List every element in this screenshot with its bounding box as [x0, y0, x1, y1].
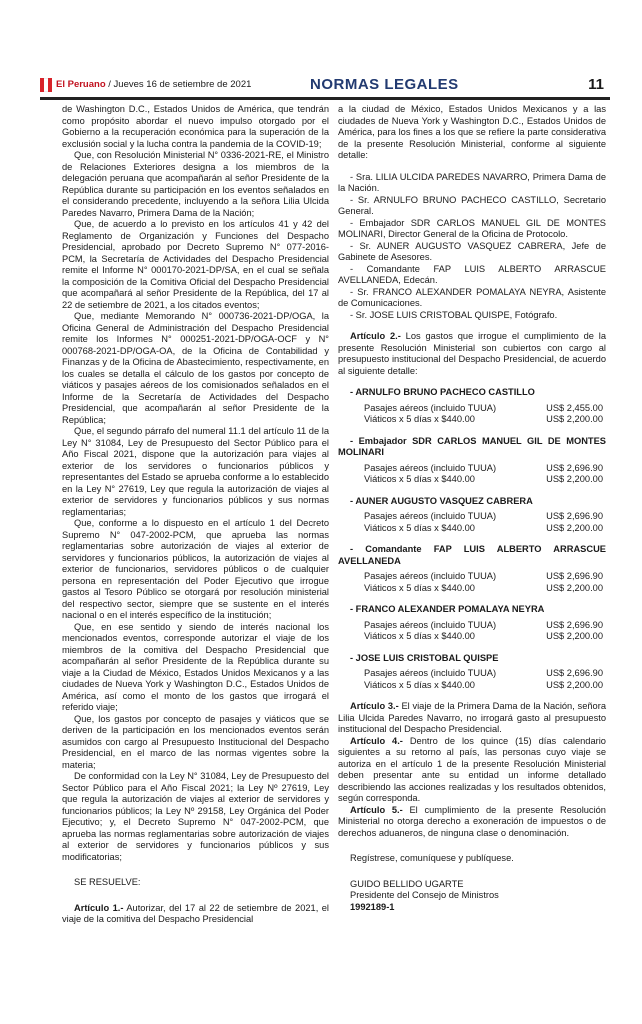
cost-label: Pasajes aéreos (incluido TUUA)	[364, 462, 497, 473]
cost-person-name: - JOSE LUIS CRISTOBAL QUISPE	[350, 652, 499, 663]
article-label: Artículo 3.-	[350, 701, 399, 711]
cost-label: Viáticos x 5 días x $440.00	[364, 679, 475, 690]
cost-table	[364, 620, 603, 643]
article-text: Autorizar, del 17 al 22 de setiembre de 2021, el viaje de la comitiva del Despacho Presidencial	[62, 902, 329, 924]
member-item: - Sr. FRANCO ALEXANDER POMALAYA NEYRA, Asistente de Comunicaciones.	[338, 286, 606, 308]
member-item: - Sra. LILIA ULCIDA PAREDES NAVARRO, Primera Dama de la Nación.	[338, 171, 606, 193]
article-label: Artículo 4.-	[350, 735, 403, 746]
article-1	[62, 903, 329, 926]
cost-person-name: - Comandante FAP LUIS ALBERTO ARRASCUE AVELLANEDA	[338, 544, 606, 566]
cost-amount: US$ 2,200.00	[546, 679, 603, 690]
paragraph: Que, en ese sentido y siendo de interés nacional los mencionados eventos, corresponde autorizar el viaje de los miembros de la comitiva del Despacho Presidencial que acompañarán al señor Presidente de la República durante su viaje a la Ciudad de México, Estados Unidos Mexicanos y a las ciudades de Nueva York y Washington D.C., Estados Unidos de América, así como el monto de los gastos que irrogará el referido viaje;	[62, 621, 329, 712]
article-4	[338, 736, 606, 805]
right-column	[338, 104, 606, 913]
cost-amount: US$ 2,696.90	[546, 571, 603, 581]
paragraph: Que, de acuerdo a lo previsto en los artículos 41 y 42 del Reglamento de Organización y Funciones del Despacho Presidencial, aprobado por Decreto Supremo N° 077-2016-PCM, la Secretaría de Actividades del Despacho Presidencial remite el Informe N° 000170-2021-DP/SA, en el cual se señala la composición de la Comitiva Oficial del Despacho Presidencial que acompañará al señor Presidente de la República, del 17 al 22 de setiembre de 2021, a los citados eventos;	[62, 219, 329, 310]
member-item: - Sr. ARNULFO BRUNO PACHECO CASTILLO, Secretario General.	[338, 194, 606, 216]
cost-label: Pasajes aéreos (incluido TUUA)	[364, 402, 497, 413]
article-5	[338, 805, 606, 840]
header-rule	[40, 97, 610, 100]
article-2	[338, 331, 606, 377]
paragraph: Que, los gastos por concepto de pasajes y viáticos que se deriven de la participación en los mencionados eventos serán asumidos con cargo al Presupuesto Institucional del Despacho Presidencial, en el marco de las normas vigentes sobre la materia;	[62, 713, 329, 770]
signer-title: Presidente del Consejo de Ministros	[350, 890, 499, 900]
cost-amount: US$ 2,200.00	[546, 522, 603, 533]
cost-amount: US$ 2,696.90	[546, 511, 603, 521]
member-item: - Comandante FAP LUIS ALBERTO ARRASCUE AVELLANEDA, Edecán.	[338, 263, 606, 285]
peru-flag-icon	[40, 78, 52, 92]
article-text: Los gastos que irrogue el cumplimiento de la presente Resolución Ministerial son cubiertos con cargo al presupuesto institucional del Despacho Presidencial, de acuerdo al siguiente detalle:	[338, 331, 607, 376]
cost-amount: US$ 2,696.90	[546, 619, 603, 630]
publication-line	[56, 79, 251, 90]
article-label: Artículo 5.-	[350, 804, 403, 815]
resolve-heading: SE RESUELVE:	[74, 877, 141, 887]
cost-person-name: - Embajador SDR CARLOS MANUEL GIL DE MONTES MOLINARI	[338, 435, 606, 457]
cost-label: Pasajes aéreos (incluido TUUA)	[364, 571, 497, 581]
cost-table	[364, 463, 603, 486]
paragraph: Que, conforme a lo dispuesto en el artículo 1 del Decreto Supremo N° 047-2002-PCM, que aprueba las normas reglamentarias sobre autorización de viajes al exterior de servidores y funcionarios públicos, la autorización de viajes al exterior de funcionarios, servidores públicos o de cualquier persona en representación del Poder Ejecutivo que irrogue gastos al Tesoro Público se otorgará por resolución ministerial del respectivo sector, siempre que se sustente en el interés nacional o en el interés específico de la institución;	[62, 518, 329, 620]
cost-amount: US$ 2,696.90	[546, 462, 603, 473]
cost-person-name: - ARNULFO BRUNO PACHECO CASTILLO	[350, 387, 535, 397]
article-3	[338, 701, 606, 736]
registration-number: 1992189-1	[350, 901, 395, 912]
article-label: Artículo 1.-	[74, 902, 124, 913]
paragraph: a la ciudad de México, Estados Unidos Mexicanos y a las ciudades de Nueva York y Washington D.C., Estados Unidos de América, para los fines a los que se refiere la parte considerativa de la presente Resolución Ministerial, conforme al siguiente detalle:	[338, 104, 606, 160]
member-item: - Sr. JOSE LUIS CRISTOBAL QUISPE, Fotógrafo.	[350, 309, 558, 320]
page-number: 11	[588, 76, 604, 93]
member-item: - Embajador SDR CARLOS MANUEL GIL DE MONTES MOLINARI, Director General de la Oficina de Protocolo.	[338, 217, 606, 239]
paragraph: Que, mediante Memorando N° 000736-2021-DP/OGA, la Oficina General de Administración del Despacho Presidencial remite los Informes N° 000251-2021-DP/OGA-OCF y N° 000768-2021-DP/OGA-OA, de la Oficina de Contabilidad y Finanzas y de la Oficina de Abastecimiento, respectivamente, en los cuales se detalla el cálculo de los gastos por concepto de viáticos y pasajes aéreos de los comisionados señalados en el Informe de la Secretaría de Actividades del Despacho Presidencial, que acompañarán al señor Presidente de la República;	[62, 311, 329, 425]
article-text: Dentro de los quince (15) días calendario siguientes a su retorno al país, las personas cuyo viaje se autoriza en el artículo 1 de la presente Resolución Ministerial deben presentar ante su entidad un informe detallado describiendo las acciones realizadas y los resultados obtenidos, según corresponda.	[338, 735, 606, 803]
cost-label: Viáticos x 5 días x $440.00	[364, 631, 475, 641]
cost-amount: US$ 2,696.90	[546, 668, 603, 678]
cost-amount: US$ 2,200.00	[546, 474, 603, 484]
cost-person-name: - AUNER AUGUSTO VASQUEZ CABRERA	[350, 495, 533, 506]
paragraph: de Washington D.C., Estados Unidos de América, que tendrán como propósito abordar el nuevo impulso otorgado por el Gobierno a la recuperación económica para la superación de la exclusión social y la lucha contra la pandemia de la COVID-19;	[62, 104, 329, 149]
cost-table	[364, 668, 603, 691]
cost-label: Viáticos x 5 días x $440.00	[364, 522, 475, 533]
cost-label: Pasajes aéreos (incluido TUUA)	[364, 511, 497, 521]
cost-table	[364, 571, 603, 594]
member-item: - Sr. AUNER AUGUSTO VASQUEZ CABRERA, Jefe de Gabinete de Asesores.	[338, 240, 606, 262]
cost-label: Viáticos x 5 días x $440.00	[364, 414, 475, 424]
cost-person-name: - FRANCO ALEXANDER POMALAYA NEYRA	[350, 604, 545, 614]
article-label: Artículo 2.-	[350, 331, 401, 341]
article-text: El cumplimiento de la presente Resolución Ministerial no otorga derecho a exoneración de impuestos o de derechos aduaneros, de ninguna clase o denominación.	[338, 804, 606, 838]
cost-label: Pasajes aéreos (incluido TUUA)	[364, 619, 497, 630]
cost-label: Pasajes aéreos (incluido TUUA)	[364, 668, 497, 678]
cost-label: Viáticos x 5 días x $440.00	[364, 474, 475, 484]
left-column	[62, 104, 329, 926]
cost-table	[364, 511, 603, 534]
paragraph: Que, el segundo párrafo del numeral 11.1 del artículo 11 de la Ley N° 31084, Ley de Presupuesto del Sector Público para el Año Fiscal 2021, dispone que la autorización para viajes al exterior de los servidores o funcionarios públicos y representantes del Estado se aprueba conforme a lo establecido en la Ley N° 27619, Ley que regula la autorización de viajes al exterior de servidores y funcionarios públicos y sus normas reglamentarias;	[62, 426, 329, 517]
closing-formula: Regístrese, comuníquese y publíquese.	[350, 853, 514, 863]
cost-amount: US$ 2,200.00	[546, 414, 603, 424]
article-text: El viaje de la Primera Dama de la Nación, señora Lilia Ulcida Paredes Navarro, no irrogará gasto al presupuesto institucional del Despacho Presidencial.	[338, 701, 606, 734]
signer-name: GUIDO BELLIDO UGARTE	[350, 878, 464, 889]
cost-amount: US$ 2,455.00	[546, 402, 603, 413]
publication-name: El Peruano	[56, 79, 106, 90]
paragraph: Que, con Resolución Ministerial N° 0336-2021-RE, el Ministro de Relaciones Exteriores designa a los miembros de la delegación peruana que acompañarán al señor Presidente de la República durante su participación en los eventos señalados en el considerando precedente, incluyendo a la señora Lilia Ulcida Paredes Navarro, Primera Dama de la Nación;	[62, 150, 329, 218]
cost-table	[364, 403, 603, 426]
cost-amount: US$ 2,200.00	[546, 582, 603, 593]
section-title: NORMAS LEGALES	[310, 76, 459, 93]
cost-amount: US$ 2,200.00	[546, 631, 603, 641]
publication-date: / Jueves 16 de setiembre de 2021	[108, 79, 252, 90]
paragraph: De conformidad con la Ley N° 31084, Ley de Presupuesto del Sector Público para el Año Fiscal 2021; la Ley Nº 27619, Ley que regula la autorización de viajes al exterior de servidores y funcionarios públicos; la Ley Nº 29158, Ley Orgánica del Poder Ejecutivo; y, el Decreto Supremo N° 047-2002-PCM, que aprueba las normas reglamentarias sobre autorización de viajes al exterior de servidores y funcionarios públicos y sus modificatorias;	[62, 771, 329, 862]
cost-label: Viáticos x 5 días x $440.00	[364, 582, 475, 593]
